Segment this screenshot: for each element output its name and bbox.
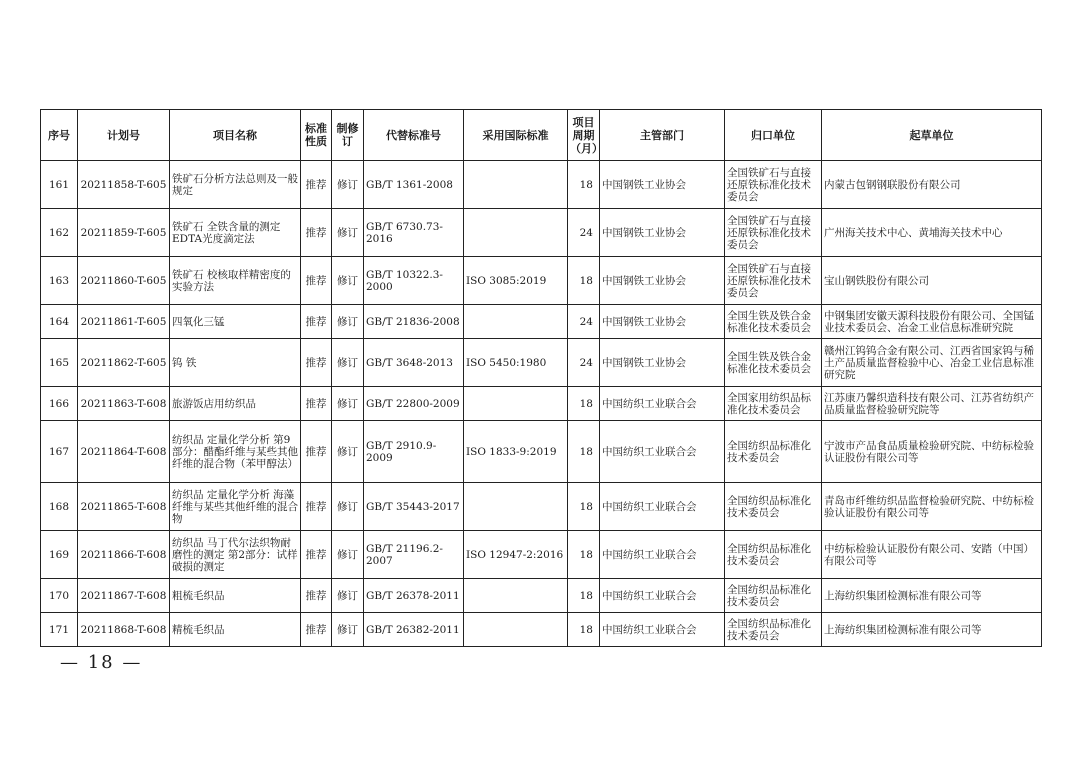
cell-dept: 中国钢铁工业协会 xyxy=(600,305,725,339)
cell-cycle: 18 xyxy=(568,257,600,305)
cell-belong: 全国生铁及铁合金标准化技术委员会 xyxy=(725,339,822,387)
cell-seq: 162 xyxy=(41,209,78,257)
cell-cycle: 18 xyxy=(568,579,600,613)
table-row xyxy=(41,339,1042,387)
cell-plan-no: 20211860-T-605 xyxy=(78,257,170,305)
cell-cycle: 18 xyxy=(568,161,600,209)
cell-plan-no: 20211861-T-605 xyxy=(78,305,170,339)
cell-belong: 全国纺织品标准化技术委员会 xyxy=(725,531,822,579)
cell-dept: 中国纺织工业联合会 xyxy=(600,531,725,579)
cell-nature: 推荐 xyxy=(301,579,332,613)
cell-intl: ISO 12947-2:2016 xyxy=(464,531,568,579)
cell-nature: 推荐 xyxy=(301,387,332,421)
table-row xyxy=(41,161,1042,209)
cell-belong: 全国纺织品标准化技术委员会 xyxy=(725,579,822,613)
header-replace: 代替标准号 xyxy=(364,110,464,161)
table-row xyxy=(41,209,1042,257)
cell-seq: 163 xyxy=(41,257,78,305)
cell-plan-no: 20211858-T-605 xyxy=(78,161,170,209)
cell-replace: GB/T 26382-2011 xyxy=(364,613,464,647)
cell-name: 铁矿石 全铁含量的测定 EDTA光度滴定法 xyxy=(170,209,301,257)
cell-dept: 中国纺织工业联合会 xyxy=(600,483,725,531)
cell-dept: 中国钢铁工业协会 xyxy=(600,257,725,305)
table-row xyxy=(41,613,1042,647)
cell-cycle: 18 xyxy=(568,483,600,531)
table-row xyxy=(41,483,1042,531)
cell-replace: GB/T 21836-2008 xyxy=(364,305,464,339)
cell-name: 粗梳毛织品 xyxy=(170,579,301,613)
cell-dept: 中国钢铁工业协会 xyxy=(600,209,725,257)
cell-drafter: 赣州江钨钨合金有限公司、江西省国家钨与稀土产品质量监督检验中心、冶金工业信息标准研究院 xyxy=(822,339,1042,387)
table-row xyxy=(41,257,1042,305)
cell-nature: 推荐 xyxy=(301,339,332,387)
cell-drafter: 广州海关技术中心、黄埔海关技术中心 xyxy=(822,209,1042,257)
cell-name: 纺织品 定量化学分析 第9部分：醋酯纤维与某些其他纤维的混合物（苯甲醇法） xyxy=(170,421,301,483)
cell-plan-no: 20211864-T-608 xyxy=(78,421,170,483)
cell-belong: 全国纺织品标准化技术委员会 xyxy=(725,421,822,483)
cell-replace: GB/T 1361-2008 xyxy=(364,161,464,209)
table-row xyxy=(41,305,1042,339)
cell-plan-no: 20211865-T-608 xyxy=(78,483,170,531)
cell-nature: 推荐 xyxy=(301,257,332,305)
cell-replace: GB/T 3648-2013 xyxy=(364,339,464,387)
cell-cycle: 18 xyxy=(568,531,600,579)
cell-nature: 推荐 xyxy=(301,421,332,483)
header-revise: 制修订 xyxy=(332,110,364,161)
cell-replace: GB/T 22800-2009 xyxy=(364,387,464,421)
cell-intl xyxy=(464,613,568,647)
standards-plan-table xyxy=(40,109,1042,647)
header-plan-no: 计划号 xyxy=(78,110,170,161)
cell-intl xyxy=(464,305,568,339)
cell-revise: 修订 xyxy=(332,339,364,387)
cell-drafter: 宝山钢铁股份有限公司 xyxy=(822,257,1042,305)
cell-cycle: 24 xyxy=(568,209,600,257)
cell-seq: 168 xyxy=(41,483,78,531)
cell-revise: 修订 xyxy=(332,161,364,209)
cell-replace: GB/T 26378-2011 xyxy=(364,579,464,613)
cell-drafter: 青岛市纤维纺织品监督检验研究院、中纺标检验认证股份有限公司等 xyxy=(822,483,1042,531)
cell-intl xyxy=(464,579,568,613)
cell-dept: 中国纺织工业联合会 xyxy=(600,387,725,421)
cell-name: 旅游饭店用纺织品 xyxy=(170,387,301,421)
cell-replace: GB/T 2910.9-2009 xyxy=(364,421,464,483)
table-header-row xyxy=(41,110,1042,161)
cell-revise: 修订 xyxy=(332,305,364,339)
cell-name: 铁矿石 校核取样精密度的实验方法 xyxy=(170,257,301,305)
cell-replace: GB/T 35443-2017 xyxy=(364,483,464,531)
table-row xyxy=(41,421,1042,483)
cell-plan-no: 20211866-T-608 xyxy=(78,531,170,579)
cell-revise: 修订 xyxy=(332,387,364,421)
cell-belong: 全国铁矿石与直接还原铁标准化技术委员会 xyxy=(725,209,822,257)
cell-intl: ISO 3085:2019 xyxy=(464,257,568,305)
cell-belong: 全国纺织品标准化技术委员会 xyxy=(725,613,822,647)
header-dept: 主管部门 xyxy=(600,110,725,161)
cell-dept: 中国钢铁工业协会 xyxy=(600,161,725,209)
cell-seq: 171 xyxy=(41,613,78,647)
cell-drafter: 中纺标检验认证股份有限公司、安踏（中国）有限公司等 xyxy=(822,531,1042,579)
cell-revise: 修订 xyxy=(332,531,364,579)
cell-revise: 修订 xyxy=(332,257,364,305)
cell-replace: GB/T 6730.73-2016 xyxy=(364,209,464,257)
cell-replace: GB/T 21196.2-2007 xyxy=(364,531,464,579)
cell-belong: 全国纺织品标准化技术委员会 xyxy=(725,483,822,531)
table-row xyxy=(41,387,1042,421)
cell-revise: 修订 xyxy=(332,209,364,257)
header-seq: 序号 xyxy=(41,110,78,161)
cell-seq: 166 xyxy=(41,387,78,421)
cell-drafter: 宁波市产品食品质量检验研究院、中纺标检验认证股份有限公司等 xyxy=(822,421,1042,483)
cell-nature: 推荐 xyxy=(301,161,332,209)
header-intl: 采用国际标准 xyxy=(464,110,568,161)
cell-name: 纺织品 马丁代尔法织物耐磨性的测定 第2部分：试样破损的测定 xyxy=(170,531,301,579)
cell-seq: 164 xyxy=(41,305,78,339)
cell-seq: 169 xyxy=(41,531,78,579)
cell-intl xyxy=(464,161,568,209)
cell-dept: 中国钢铁工业协会 xyxy=(600,339,725,387)
cell-intl xyxy=(464,209,568,257)
cell-cycle: 18 xyxy=(568,387,600,421)
cell-drafter: 中钢集团安徽天源科技股份有限公司、全国锰业技术委员会、冶金工业信息标准研究院 xyxy=(822,305,1042,339)
cell-nature: 推荐 xyxy=(301,483,332,531)
cell-intl xyxy=(464,387,568,421)
cell-cycle: 24 xyxy=(568,305,600,339)
header-drafter: 起草单位 xyxy=(822,110,1042,161)
cell-revise: 修订 xyxy=(332,613,364,647)
cell-seq: 165 xyxy=(41,339,78,387)
cell-seq: 161 xyxy=(41,161,78,209)
cell-intl: ISO 5450:1980 xyxy=(464,339,568,387)
cell-plan-no: 20211862-T-605 xyxy=(78,339,170,387)
cell-dept: 中国纺织工业联合会 xyxy=(600,579,725,613)
cell-belong: 全国铁矿石与直接还原铁标准化技术委员会 xyxy=(725,161,822,209)
header-name: 项目名称 xyxy=(170,110,301,161)
cell-name: 铁矿石分析方法总则及一般规定 xyxy=(170,161,301,209)
cell-plan-no: 20211867-T-608 xyxy=(78,579,170,613)
cell-seq: 167 xyxy=(41,421,78,483)
cell-dept: 中国纺织工业联合会 xyxy=(600,421,725,483)
cell-dept: 中国纺织工业联合会 xyxy=(600,613,725,647)
cell-cycle: 18 xyxy=(568,421,600,483)
cell-belong: 全国铁矿石与直接还原铁标准化技术委员会 xyxy=(725,257,822,305)
cell-nature: 推荐 xyxy=(301,531,332,579)
cell-belong: 全国生铁及铁合金标准化技术委员会 xyxy=(725,305,822,339)
cell-nature: 推荐 xyxy=(301,209,332,257)
cell-intl: ISO 1833-9:2019 xyxy=(464,421,568,483)
cell-plan-no: 20211863-T-608 xyxy=(78,387,170,421)
cell-drafter: 江苏康乃馨织造科技有限公司、江苏省纺织产品质量监督检验研究院等 xyxy=(822,387,1042,421)
cell-cycle: 24 xyxy=(568,339,600,387)
cell-name: 钨 铁 xyxy=(170,339,301,387)
cell-belong: 全国家用纺织品标准化技术委员会 xyxy=(725,387,822,421)
cell-replace: GB/T 10322.3-2000 xyxy=(364,257,464,305)
header-cycle: 项目周期（月） xyxy=(568,110,600,161)
cell-drafter: 上海纺织集团检测标准有限公司等 xyxy=(822,613,1042,647)
cell-seq: 170 xyxy=(41,579,78,613)
cell-drafter: 内蒙古包钢钢联股份有限公司 xyxy=(822,161,1042,209)
cell-nature: 推荐 xyxy=(301,305,332,339)
cell-nature: 推荐 xyxy=(301,613,332,647)
table-row xyxy=(41,531,1042,579)
cell-drafter: 上海纺织集团检测标准有限公司等 xyxy=(822,579,1042,613)
cell-name: 四氧化三锰 xyxy=(170,305,301,339)
cell-name: 纺织品 定量化学分析 海藻纤维与某些其他纤维的混合物 xyxy=(170,483,301,531)
table-row xyxy=(41,579,1042,613)
cell-revise: 修订 xyxy=(332,483,364,531)
cell-cycle: 18 xyxy=(568,613,600,647)
cell-intl xyxy=(464,483,568,531)
cell-revise: 修订 xyxy=(332,421,364,483)
cell-plan-no: 20211868-T-608 xyxy=(78,613,170,647)
cell-plan-no: 20211859-T-605 xyxy=(78,209,170,257)
cell-revise: 修订 xyxy=(332,579,364,613)
header-nature: 标准性质 xyxy=(301,110,332,161)
cell-name: 精梳毛织品 xyxy=(170,613,301,647)
page-number: — 18 — xyxy=(60,652,143,673)
header-belong: 归口单位 xyxy=(725,110,822,161)
